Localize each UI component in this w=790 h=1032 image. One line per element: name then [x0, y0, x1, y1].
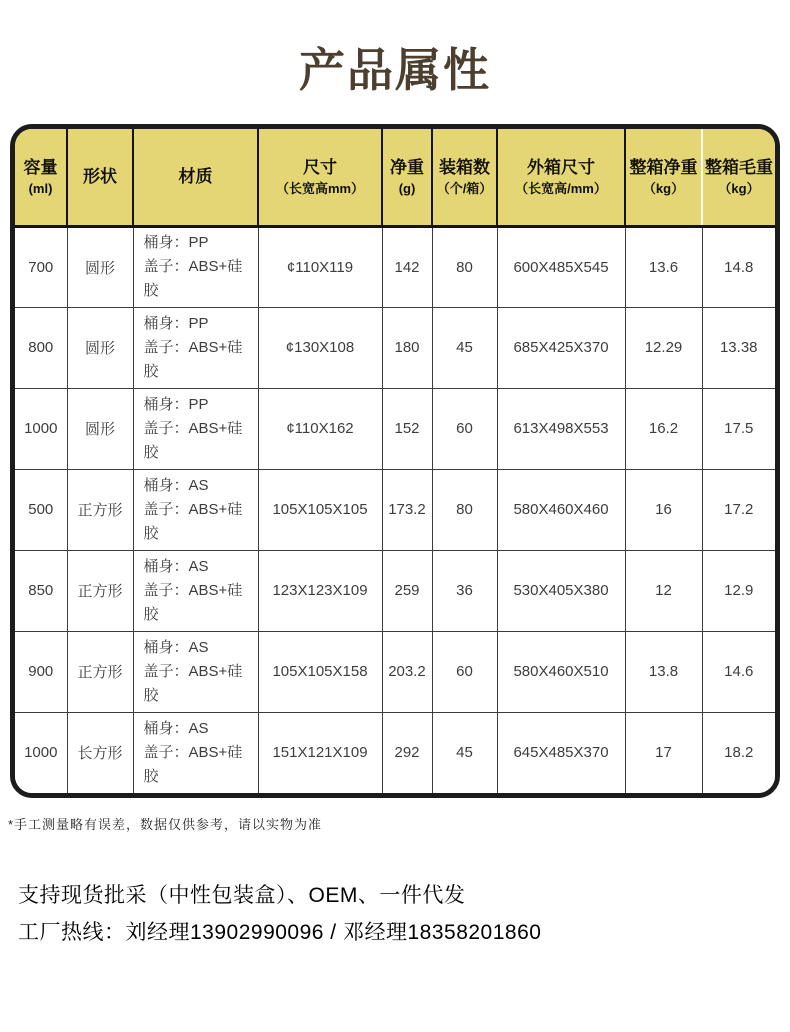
cell-box-size: 600X485X545	[497, 226, 625, 307]
measurement-disclaimer: *手工测量略有误差，数据仅供参考，请以实物为准	[8, 817, 323, 832]
header-shape	[67, 129, 133, 226]
cell-size: 105X105X105	[258, 469, 382, 550]
cell-box-net-weight: 13.8	[625, 631, 702, 712]
header-unit: （kg）	[642, 180, 685, 196]
cell-box-gross-weight: 13.38	[702, 307, 775, 388]
material-body: 桶身：AS	[143, 557, 209, 575]
product-spec-table	[15, 129, 775, 793]
cell-material	[133, 712, 258, 793]
cell-box-net-weight: 16	[625, 469, 702, 550]
header-material	[133, 129, 258, 226]
material-lid: 盖子：ABS+硅胶	[143, 743, 243, 785]
cell-shape: 圆形	[67, 226, 133, 307]
cell-pack-qty: 36	[432, 550, 497, 631]
cell-shape: 圆形	[67, 307, 133, 388]
cell-material	[133, 388, 258, 469]
cell-box-size: 580X460X510	[497, 631, 625, 712]
cell-pack-qty: 80	[432, 469, 497, 550]
cell-box-gross-weight: 18.2	[702, 712, 775, 793]
cell-capacity: 1000	[15, 712, 67, 793]
cell-material	[133, 469, 258, 550]
table-row	[15, 631, 775, 712]
cell-size: ¢110X162	[258, 388, 382, 469]
cell-pack-qty: 45	[432, 712, 497, 793]
cell-box-gross-weight: 17.5	[702, 388, 775, 469]
cell-size: 123X123X109	[258, 550, 382, 631]
material-lid: 盖子：ABS+硅胶	[143, 258, 243, 299]
table-body	[15, 226, 775, 793]
header-box-net-weight	[625, 129, 702, 226]
header-label: 整箱毛重	[705, 157, 773, 177]
cell-material	[133, 550, 258, 631]
material-body: 桶身：AS	[143, 719, 209, 737]
cell-capacity: 850	[15, 550, 67, 631]
header-pack-qty	[432, 129, 497, 226]
header-size	[258, 129, 382, 226]
product-spec-table-wrapper	[10, 124, 780, 798]
cell-pack-qty: 80	[432, 226, 497, 307]
cell-box-net-weight: 17	[625, 712, 702, 793]
cell-box-gross-weight: 12.9	[702, 550, 775, 631]
material-body: 桶身：PP	[143, 234, 209, 251]
cell-shape: 正方形	[67, 631, 133, 712]
cell-net-weight: 152	[382, 388, 432, 469]
cell-size: 151X121X109	[258, 712, 382, 793]
cell-size: ¢110X119	[258, 226, 382, 307]
cell-net-weight: 292	[382, 712, 432, 793]
cell-capacity: 900	[15, 631, 67, 712]
cell-box-net-weight: 13.6	[625, 226, 702, 307]
header-unit: （长宽高/mm）	[515, 180, 607, 196]
table-row	[15, 307, 775, 388]
material-body: 桶身：AS	[143, 476, 209, 494]
material-body: 桶身：AS	[143, 638, 209, 656]
table-row	[15, 712, 775, 793]
cell-box-size: 645X485X370	[497, 712, 625, 793]
cell-box-size: 685X425X370	[497, 307, 625, 388]
cell-material	[133, 226, 258, 307]
material-lid: 盖子：ABS+硅胶	[143, 338, 243, 380]
table-row	[15, 469, 775, 550]
material-lid: 盖子：ABS+硅胶	[143, 419, 243, 461]
material-lid: 盖子：ABS+硅胶	[143, 581, 243, 623]
material-body: 桶身：PP	[143, 395, 209, 413]
cell-size: ¢130X108	[258, 307, 382, 388]
header-unit: （kg）	[718, 180, 760, 196]
page-title: 产品属性	[299, 44, 491, 96]
header-unit: (g)	[398, 180, 416, 196]
cell-box-gross-weight: 14.8	[702, 226, 775, 307]
cell-box-net-weight: 12.29	[625, 307, 702, 388]
cell-net-weight: 259	[382, 550, 432, 631]
cell-box-size: 580X460X460	[497, 469, 625, 550]
cell-pack-qty: 60	[432, 631, 497, 712]
table-row	[15, 388, 775, 469]
cell-box-net-weight: 16.2	[625, 388, 702, 469]
cell-box-net-weight: 12	[625, 550, 702, 631]
wholesale-support-text: 支持现货批采（中性包装盒）、OEM、一件代发	[18, 884, 466, 907]
cell-shape: 圆形	[67, 388, 133, 469]
material-body: 桶身：PP	[143, 314, 209, 332]
cell-net-weight: 173.2	[382, 469, 432, 550]
header-label: 尺寸	[303, 157, 337, 177]
header-label: 形状	[83, 167, 117, 187]
header-label: 整箱净重	[629, 157, 698, 177]
material-lid: 盖子：ABS+硅胶	[143, 662, 243, 704]
header-label: 容量	[23, 157, 58, 177]
header-label: 净重	[390, 157, 424, 177]
header-box-size	[497, 129, 625, 226]
factory-hotline-text: 工厂热线：刘经理13902990096 / 邓经理18358201860	[18, 921, 542, 944]
cell-box-gross-weight: 14.6	[702, 631, 775, 712]
cell-box-gross-weight: 17.2	[702, 469, 775, 550]
cell-material	[133, 307, 258, 388]
cell-capacity: 700	[15, 226, 67, 307]
material-lid: 盖子：ABS+硅胶	[143, 500, 243, 542]
cell-net-weight: 203.2	[382, 631, 432, 712]
header-label: 材质	[178, 167, 213, 187]
cell-net-weight: 180	[382, 307, 432, 388]
cell-pack-qty: 45	[432, 307, 497, 388]
header-unit: (ml)	[28, 180, 53, 196]
table-row	[15, 226, 775, 307]
cell-shape: 正方形	[67, 469, 133, 550]
cell-net-weight: 142	[382, 226, 432, 307]
table-row	[15, 550, 775, 631]
footer-info	[18, 877, 790, 951]
header-label: 外箱尺寸	[527, 157, 595, 177]
header-label: 装箱数	[439, 157, 490, 177]
table-header-row	[15, 129, 775, 226]
cell-material	[133, 631, 258, 712]
cell-shape: 正方形	[67, 550, 133, 631]
cell-box-size: 613X498X553	[497, 388, 625, 469]
header-net-weight	[382, 129, 432, 226]
header-capacity	[15, 129, 67, 226]
cell-capacity: 800	[15, 307, 67, 388]
header-unit: （个/箱）	[436, 180, 493, 196]
header-box-gross-weight	[702, 129, 775, 226]
cell-size: 105X105X158	[258, 631, 382, 712]
cell-pack-qty: 60	[432, 388, 497, 469]
cell-shape: 长方形	[67, 712, 133, 793]
cell-capacity: 500	[15, 469, 67, 550]
cell-capacity: 1000	[15, 388, 67, 469]
cell-box-size: 530X405X380	[497, 550, 625, 631]
header-unit: （长宽高mm）	[275, 180, 365, 196]
